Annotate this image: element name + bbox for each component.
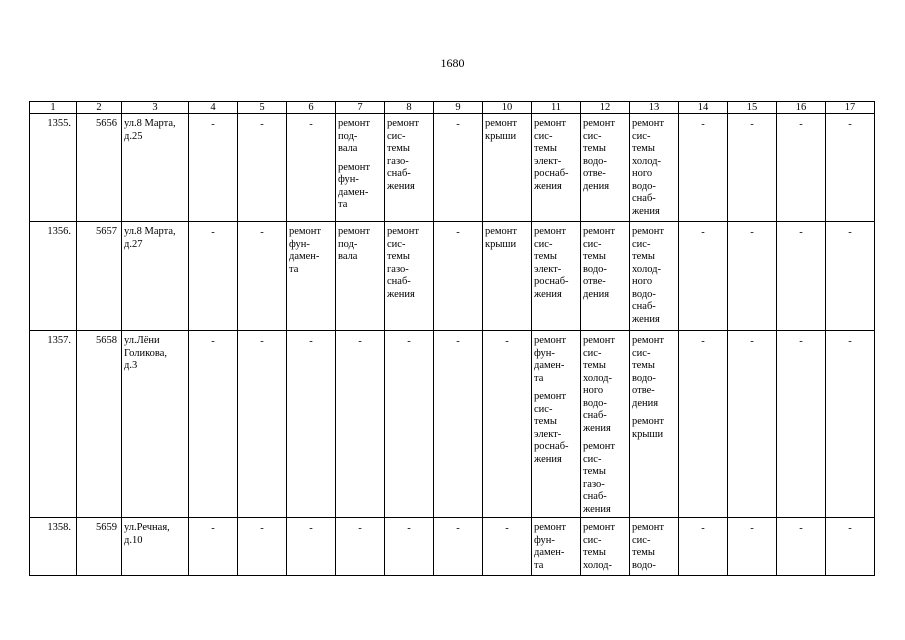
work-line: снаб- (583, 491, 607, 502)
empty-cell: - (728, 331, 777, 518)
empty-cell: - (434, 114, 483, 222)
empty-cell: - (287, 114, 336, 222)
empty-cell: - (336, 331, 385, 518)
work-item (485, 226, 529, 251)
work-line: сис- (632, 347, 651, 359)
work-cell (630, 222, 679, 331)
work-item (338, 226, 382, 264)
work-line: ного (632, 276, 653, 287)
column-number-2: 2 (77, 102, 122, 114)
work-item (583, 522, 627, 572)
empty-cell: - (287, 331, 336, 518)
work-cell (630, 518, 679, 576)
work-line: снаб- (632, 193, 656, 204)
empty-cell: - (826, 114, 875, 222)
work-item (387, 226, 431, 301)
work-line: дения (632, 397, 659, 409)
work-line: ремонт (387, 226, 420, 237)
work-line: роснаб- (534, 441, 569, 452)
address-cell (122, 331, 189, 518)
column-number-1: 1 (30, 102, 77, 114)
work-line: та (534, 372, 544, 384)
empty-cell: - (679, 331, 728, 518)
work-cell (532, 518, 581, 576)
work-line: сис- (632, 534, 651, 546)
work-item (583, 335, 627, 435)
work-cell (287, 222, 336, 331)
empty-cell: - (483, 518, 532, 576)
work-line: ремонт (632, 335, 665, 346)
empty-cell: - (238, 222, 287, 331)
work-line: темы (534, 251, 557, 262)
work-line: холод- (583, 372, 612, 384)
work-cell (385, 114, 434, 222)
empty-cell: - (434, 331, 483, 518)
column-number-4: 4 (189, 102, 238, 114)
row-number: 1357. (30, 331, 77, 518)
empty-cell: - (189, 222, 238, 331)
work-item (289, 226, 333, 276)
empty-cell: - (336, 518, 385, 576)
work-line: ремонт (534, 522, 567, 533)
work-line: дамен- (289, 251, 320, 262)
object-code: 5659 (77, 518, 122, 576)
work-line: ремонт (338, 226, 371, 237)
empty-cell: - (238, 114, 287, 222)
work-line: ремонт (534, 226, 567, 237)
work-item (632, 226, 676, 326)
work-cell (581, 518, 630, 576)
work-line: сис- (632, 130, 651, 142)
work-line: ремонт (485, 118, 518, 129)
work-line: жения (632, 313, 660, 325)
work-item (534, 118, 578, 193)
work-line: сис- (583, 453, 602, 465)
work-line: холод- (583, 559, 612, 571)
address-line: д.10 (124, 534, 143, 546)
empty-cell: - (385, 518, 434, 576)
work-cell (532, 222, 581, 331)
work-line: отве- (632, 385, 655, 396)
work-line: снаб- (387, 276, 411, 287)
work-cell (581, 222, 630, 331)
works-table (29, 101, 875, 576)
work-line: дамен- (338, 186, 369, 198)
work-line: снаб- (583, 410, 607, 421)
column-number-5: 5 (238, 102, 287, 114)
work-line: жения (387, 180, 415, 192)
work-line: темы (583, 466, 606, 477)
column-number-12: 12 (581, 102, 630, 114)
work-line: сис- (387, 238, 406, 250)
work-line: ремонт (583, 226, 616, 237)
work-line: жения (387, 288, 415, 300)
work-line: ремонт (583, 522, 616, 533)
work-line: ремонт (338, 118, 371, 129)
column-number-row (30, 102, 875, 114)
column-number-14: 14 (679, 102, 728, 114)
work-line: фун- (534, 534, 555, 546)
work-line: ремонт (632, 226, 665, 237)
work-item (338, 162, 382, 212)
work-line: крыши (485, 238, 517, 250)
address-line: ул.8 Марта, (124, 118, 176, 129)
address-line: д.3 (124, 360, 138, 371)
table-body (30, 114, 875, 576)
work-line: роснаб- (534, 276, 569, 287)
work-line: ремонт (583, 441, 616, 452)
column-number-6: 6 (287, 102, 336, 114)
empty-cell: - (238, 518, 287, 576)
work-line: под- (338, 238, 358, 250)
work-line: ремонт (485, 226, 518, 237)
work-line: фун- (338, 174, 359, 185)
empty-cell: - (679, 222, 728, 331)
work-line: ремонт (632, 416, 665, 427)
empty-cell: - (434, 518, 483, 576)
column-number-3: 3 (122, 102, 189, 114)
column-number-13: 13 (630, 102, 679, 114)
work-line: вала (338, 251, 358, 262)
empty-cell: - (434, 222, 483, 331)
work-line: темы (632, 360, 655, 371)
work-cell (532, 331, 581, 518)
work-line: дамен- (534, 547, 565, 558)
work-line: водо- (632, 559, 656, 571)
work-line: жения (632, 205, 660, 217)
empty-cell: - (777, 518, 826, 576)
work-line: сис- (534, 238, 553, 250)
empty-cell: - (728, 518, 777, 576)
work-line: та (289, 263, 299, 275)
empty-cell: - (238, 331, 287, 518)
column-number-11: 11 (532, 102, 581, 114)
object-code: 5658 (77, 331, 122, 518)
work-line: снаб- (632, 301, 656, 312)
work-item (632, 416, 676, 441)
work-line: темы (583, 360, 606, 371)
work-line: ремонт (583, 335, 616, 346)
work-cell (581, 114, 630, 222)
address-line: д.25 (124, 130, 143, 142)
work-line: фун- (534, 347, 555, 359)
work-line: жения (534, 288, 562, 300)
work-line: элект- (534, 428, 562, 440)
table-row (30, 331, 875, 518)
work-cell (483, 114, 532, 222)
empty-cell: - (189, 114, 238, 222)
empty-cell: - (777, 114, 826, 222)
column-number-8: 8 (385, 102, 434, 114)
work-item (338, 118, 382, 156)
page-cut-off (0, 596, 905, 640)
work-item (534, 391, 578, 466)
work-line: темы (583, 143, 606, 154)
work-item (534, 522, 578, 572)
work-line: ремонт (534, 391, 567, 402)
work-line: крыши (485, 130, 517, 142)
work-line: жения (534, 180, 562, 192)
work-line: сис- (583, 347, 602, 359)
address-cell (122, 114, 189, 222)
empty-cell: - (679, 114, 728, 222)
work-line: газо- (583, 478, 605, 490)
empty-cell: - (826, 222, 875, 331)
work-cell (532, 114, 581, 222)
work-line: сис- (632, 238, 651, 250)
work-line: темы (583, 251, 606, 262)
column-number-17: 17 (826, 102, 875, 114)
work-line: ремонт (534, 335, 567, 346)
work-line: элект- (534, 155, 562, 167)
address-line: Голикова, (124, 347, 168, 359)
work-line: холод- (632, 155, 661, 167)
work-line: жения (583, 422, 611, 434)
work-line: вала (338, 143, 358, 154)
work-line: крыши (632, 428, 664, 440)
work-line: ремонт (289, 226, 322, 237)
work-line: сис- (534, 130, 553, 142)
work-line: ремонт (632, 118, 665, 129)
work-line: снаб- (387, 168, 411, 179)
work-line: водо- (632, 372, 656, 384)
work-item (632, 118, 676, 218)
work-cell (581, 331, 630, 518)
work-line: темы (632, 547, 655, 558)
address-line: ул.Речная, (124, 522, 170, 533)
work-cell (630, 331, 679, 518)
empty-cell: - (777, 222, 826, 331)
work-line: водо- (632, 288, 656, 300)
work-line: темы (534, 416, 557, 427)
work-line: дамен- (534, 360, 565, 371)
empty-cell: - (777, 331, 826, 518)
work-line: сис- (583, 238, 602, 250)
row-number: 1355. (30, 114, 77, 222)
work-line: сис- (583, 534, 602, 546)
column-number-15: 15 (728, 102, 777, 114)
column-number-7: 7 (336, 102, 385, 114)
table-row (30, 222, 875, 331)
work-line: ного (632, 168, 653, 179)
work-cell (336, 222, 385, 331)
work-line: темы (632, 251, 655, 262)
empty-cell: - (483, 331, 532, 518)
work-item (583, 226, 627, 301)
work-item (632, 335, 676, 410)
table-row (30, 114, 875, 222)
column-number-9: 9 (434, 102, 483, 114)
work-line: жения (534, 453, 562, 465)
empty-cell: - (728, 114, 777, 222)
work-line: фун- (289, 238, 310, 250)
work-line: жения (583, 503, 611, 515)
address-line: д.27 (124, 238, 143, 250)
work-line: сис- (583, 130, 602, 142)
row-number: 1358. (30, 518, 77, 576)
work-line: роснаб- (534, 168, 569, 179)
object-code: 5657 (77, 222, 122, 331)
work-line: дения (583, 180, 610, 192)
work-line: сис- (534, 403, 553, 415)
work-line: отве- (583, 168, 606, 179)
work-item (387, 118, 431, 193)
work-line: под- (338, 130, 358, 142)
row-number: 1356. (30, 222, 77, 331)
empty-cell: - (189, 331, 238, 518)
work-cell (336, 114, 385, 222)
work-line: ремонт (534, 118, 567, 129)
work-cell (630, 114, 679, 222)
empty-cell: - (826, 518, 875, 576)
work-cell (385, 222, 434, 331)
address-cell (122, 222, 189, 331)
page-number: 1680 (440, 56, 465, 70)
table-row (30, 518, 875, 576)
work-line: водо- (583, 263, 607, 275)
work-cell (483, 222, 532, 331)
empty-cell: - (728, 222, 777, 331)
work-line: темы (632, 143, 655, 154)
work-line: темы (387, 251, 410, 262)
work-line: холод- (632, 263, 661, 275)
work-item (534, 226, 578, 301)
address-line: ул.8 Марта, (124, 226, 176, 237)
work-line: темы (583, 547, 606, 558)
empty-cell: - (287, 518, 336, 576)
work-line: газо- (387, 155, 409, 167)
work-line: ремонт (632, 522, 665, 533)
column-number-10: 10 (483, 102, 532, 114)
work-item (583, 441, 627, 516)
work-item (534, 335, 578, 385)
work-item (485, 118, 529, 143)
work-line: та (338, 199, 348, 210)
empty-cell: - (385, 331, 434, 518)
work-line: темы (534, 143, 557, 154)
empty-cell: - (189, 518, 238, 576)
work-line: водо- (632, 180, 656, 192)
work-item (583, 118, 627, 193)
work-line: водо- (583, 397, 607, 409)
work-line: сис- (387, 130, 406, 142)
work-item (632, 522, 676, 572)
empty-cell: - (826, 331, 875, 518)
object-code: 5656 (77, 114, 122, 222)
work-line: ремонт (583, 118, 616, 129)
work-line: темы (387, 143, 410, 154)
work-line: дения (583, 288, 610, 300)
address-line: ул.Лёни (124, 335, 160, 346)
empty-cell: - (679, 518, 728, 576)
work-line: отве- (583, 276, 606, 287)
column-number-16: 16 (777, 102, 826, 114)
work-line: ремонт (387, 118, 420, 129)
work-line: ремонт (338, 161, 371, 173)
work-line: ного (583, 385, 604, 396)
work-line: газо- (387, 263, 409, 275)
address-cell (122, 518, 189, 576)
work-line: та (534, 559, 544, 571)
work-line: элект- (534, 263, 562, 275)
work-line: водо- (583, 155, 607, 167)
